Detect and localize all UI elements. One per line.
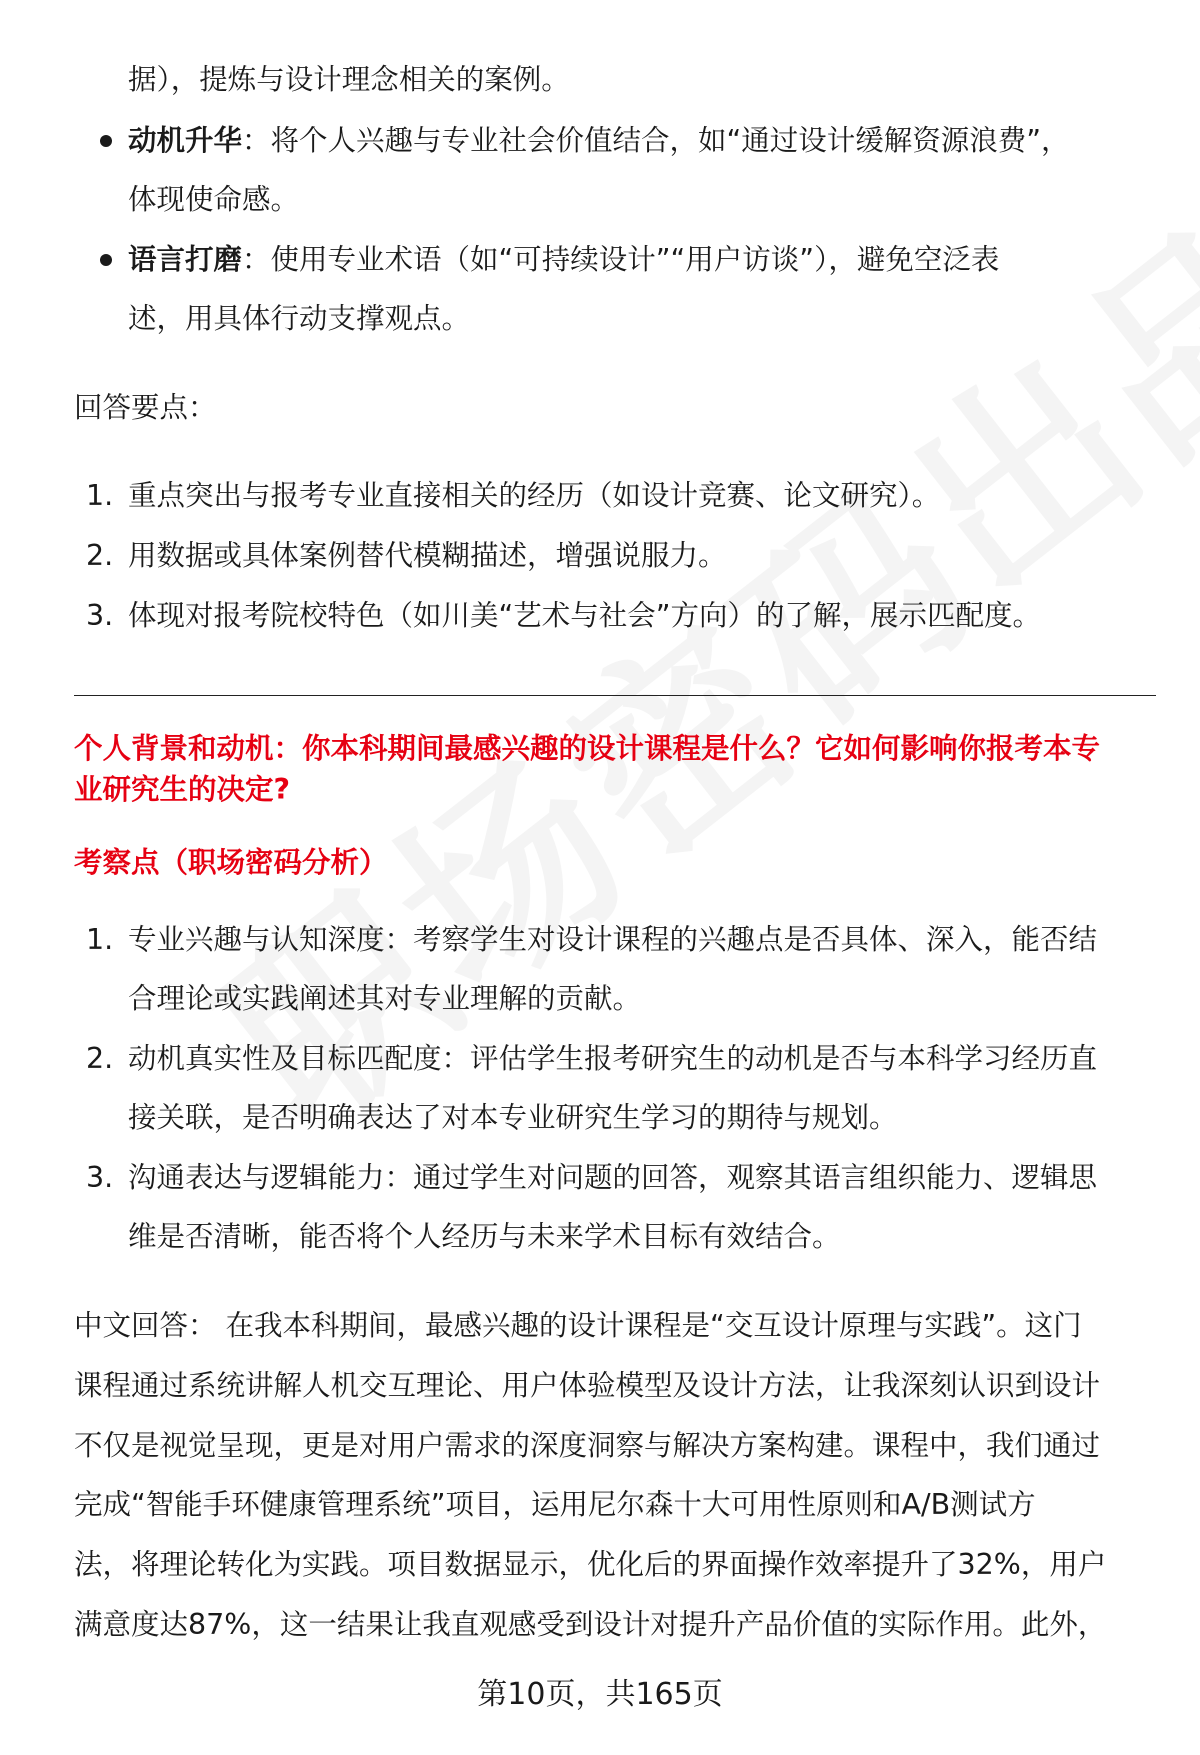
assessment-heading: 考察点（职场密码分析）: [74, 846, 388, 879]
assessment-item-line: 动机真实性及目标匹配度：评估学生报考研究生的动机是否与本科学习经历直: [128, 1042, 1098, 1075]
answer-point-item: 重点突出与报考专业直接相关的经历（如设计竞赛、论文研究）。: [128, 479, 941, 512]
page-number-footer: 第10页，共165页: [477, 1677, 723, 1712]
bullet-term: 动机升华: [128, 124, 243, 157]
bullet-dot-icon: [100, 254, 112, 266]
bullet-dot-icon: [100, 135, 112, 147]
bullet-item-1: [128, 121, 1070, 161]
bullet-item-2-cont: 述，用具体行动支撑观点。: [128, 302, 471, 335]
bullet-text: ：使用专业术语（如“可持续设计”“用户访谈”），避免空泛表: [242, 243, 1000, 276]
list-number: 3.: [86, 599, 114, 632]
answer-paragraph-line: 中文回答： 在我本科期间，最感兴趣的设计课程是“交互设计原理与实践”。这门: [74, 1309, 1082, 1342]
list-number: 1.: [86, 479, 114, 512]
answer-paragraph-line: 满意度达87%，这一结果让我直观感受到设计对提升产品价值的实际作用。此外，: [74, 1608, 1107, 1641]
list-number: 2.: [86, 1042, 114, 1075]
list-number: 1.: [86, 923, 114, 956]
answer-point-item: 用数据或具体案例替代模糊描述，增强说服力。: [128, 539, 727, 572]
answer-paragraph-line: 不仅是视觉呈现，更是对用户需求的深度洞察与解决方案构建。课程中，我们通过: [74, 1429, 1101, 1462]
list-number: 2.: [86, 539, 114, 572]
bullet-term: 语言打磨: [128, 243, 243, 276]
assessment-item-line: 接关联，是否明确表达了对本专业研究生学习的期待与规划。: [128, 1101, 898, 1134]
bullet-item-1-cont: 体现使命感。: [128, 183, 300, 216]
list-number: 3.: [86, 1161, 114, 1194]
question-title-line1: 个人背景和动机：你本科期间最感兴趣的设计课程是什么？它如何影响你报考本专: [74, 732, 1101, 765]
section-divider: [74, 695, 1156, 696]
answer-paragraph-line: 法，将理论转化为实践。项目数据显示，优化后的界面操作效率提升了32%，用户: [74, 1548, 1107, 1581]
bullet-item-2: [128, 240, 999, 280]
answer-point-item: 体现对报考院校特色（如川美“艺术与社会”方向）的了解，展示匹配度。: [128, 599, 1042, 632]
assessment-item-line: 沟通表达与逻辑能力：通过学生对问题的回答，观察其语言组织能力、逻辑思: [128, 1161, 1098, 1194]
bullet-text: ：将个人兴趣与专业社会价值结合，如“通过设计缓解资源浪费”，: [242, 124, 1070, 157]
assessment-item-line: 合理论或实践阐述其对专业理解的贡献。: [128, 982, 642, 1015]
assessment-item-line: 维是否清晰，能否将个人经历与未来学术目标有效结合。: [128, 1220, 841, 1253]
answer-points-heading: 回答要点：: [74, 391, 217, 424]
tips-continued-line: 据），提炼与设计理念相关的案例。: [128, 63, 570, 96]
answer-paragraph-line: 完成“智能手环健康管理系统”项目，运用尼尔森十大可用性原则和A/B测试方: [74, 1488, 1036, 1521]
question-title-line2: 业研究生的决定?: [74, 773, 291, 806]
answer-paragraph-line: 课程通过系统讲解人机交互理论、用户体验模型及设计方法，让我深刻认识到设计: [74, 1369, 1101, 1402]
assessment-item-line: 专业兴趣与认知深度：考察学生对设计课程的兴趣点是否具体、深入，能否结: [128, 923, 1098, 956]
